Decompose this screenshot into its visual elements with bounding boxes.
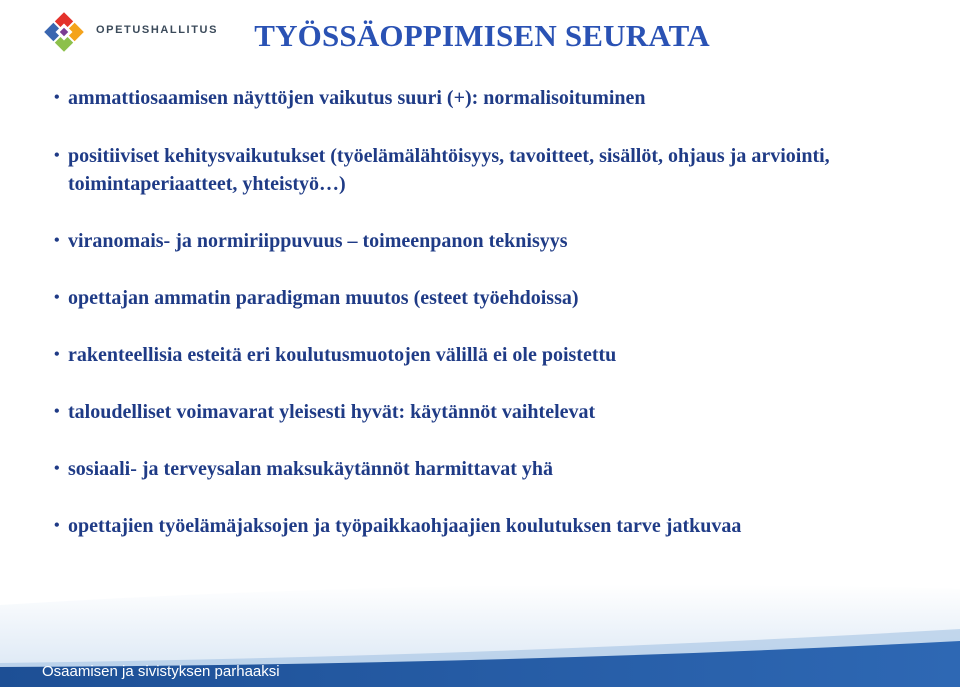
bullet-dot-icon: • xyxy=(54,460,60,477)
bullet-dot-icon: • xyxy=(54,232,60,249)
footer-wave-band xyxy=(0,569,960,687)
bullet-item xyxy=(54,341,934,369)
bullet-text: opettajan ammatin paradigman muutos (esteet työehdoissa) xyxy=(68,287,579,309)
bullet-text: rakenteellisia esteitä eri koulutusmuotojen välillä ei ole poistettu xyxy=(68,344,617,366)
bullet-text: viranomais- ja normiriippuvuus – toimeenpanon teknisyys xyxy=(68,230,568,252)
bullet-text: opettajien työelämäjaksojen ja työpaikkaohjaajien koulutuksen tarve jatkuvaa xyxy=(68,515,742,537)
bullet-item xyxy=(54,142,934,198)
bullet-dot-icon: • xyxy=(54,517,60,534)
bullet-dot-icon: • xyxy=(54,147,60,164)
bullet-text: sosiaali- ja terveysalan maksukäytännöt harmittavat yhä xyxy=(68,458,554,480)
bullet-item xyxy=(54,398,934,426)
bullet-item xyxy=(54,84,934,112)
slide-title: TYÖSSÄOPPIMISEN SEURATA xyxy=(254,18,710,53)
bullet-dot-icon: • xyxy=(54,346,60,363)
bullet-dot-icon: • xyxy=(54,89,60,106)
bullet-item xyxy=(54,284,934,312)
bullet-text: positiiviset kehitysvaikutukset (työelämälähtöisyys, tavoitteet, sisällöt, ohjaus ja arviointi, toimintaperiaatteet, yhteistyö…) xyxy=(68,145,830,195)
bullet-item xyxy=(54,512,934,540)
bullet-text: ammattiosaamisen näyttöjen vaikutus suuri (+): normalisoituminen xyxy=(68,87,646,109)
footer-slogan: Osaamisen ja sivistyksen parhaaksi xyxy=(42,663,280,680)
bullet-dot-icon: • xyxy=(54,403,60,420)
bullet-dot-icon: • xyxy=(54,289,60,306)
logo-text: OPETUSHALLITUS xyxy=(96,24,219,36)
bullet-item xyxy=(54,455,934,483)
bullet-text: taloudelliset voimavarat yleisesti hyvät: käytännöt vaihtelevat xyxy=(68,401,596,423)
bullet-item xyxy=(54,227,934,255)
